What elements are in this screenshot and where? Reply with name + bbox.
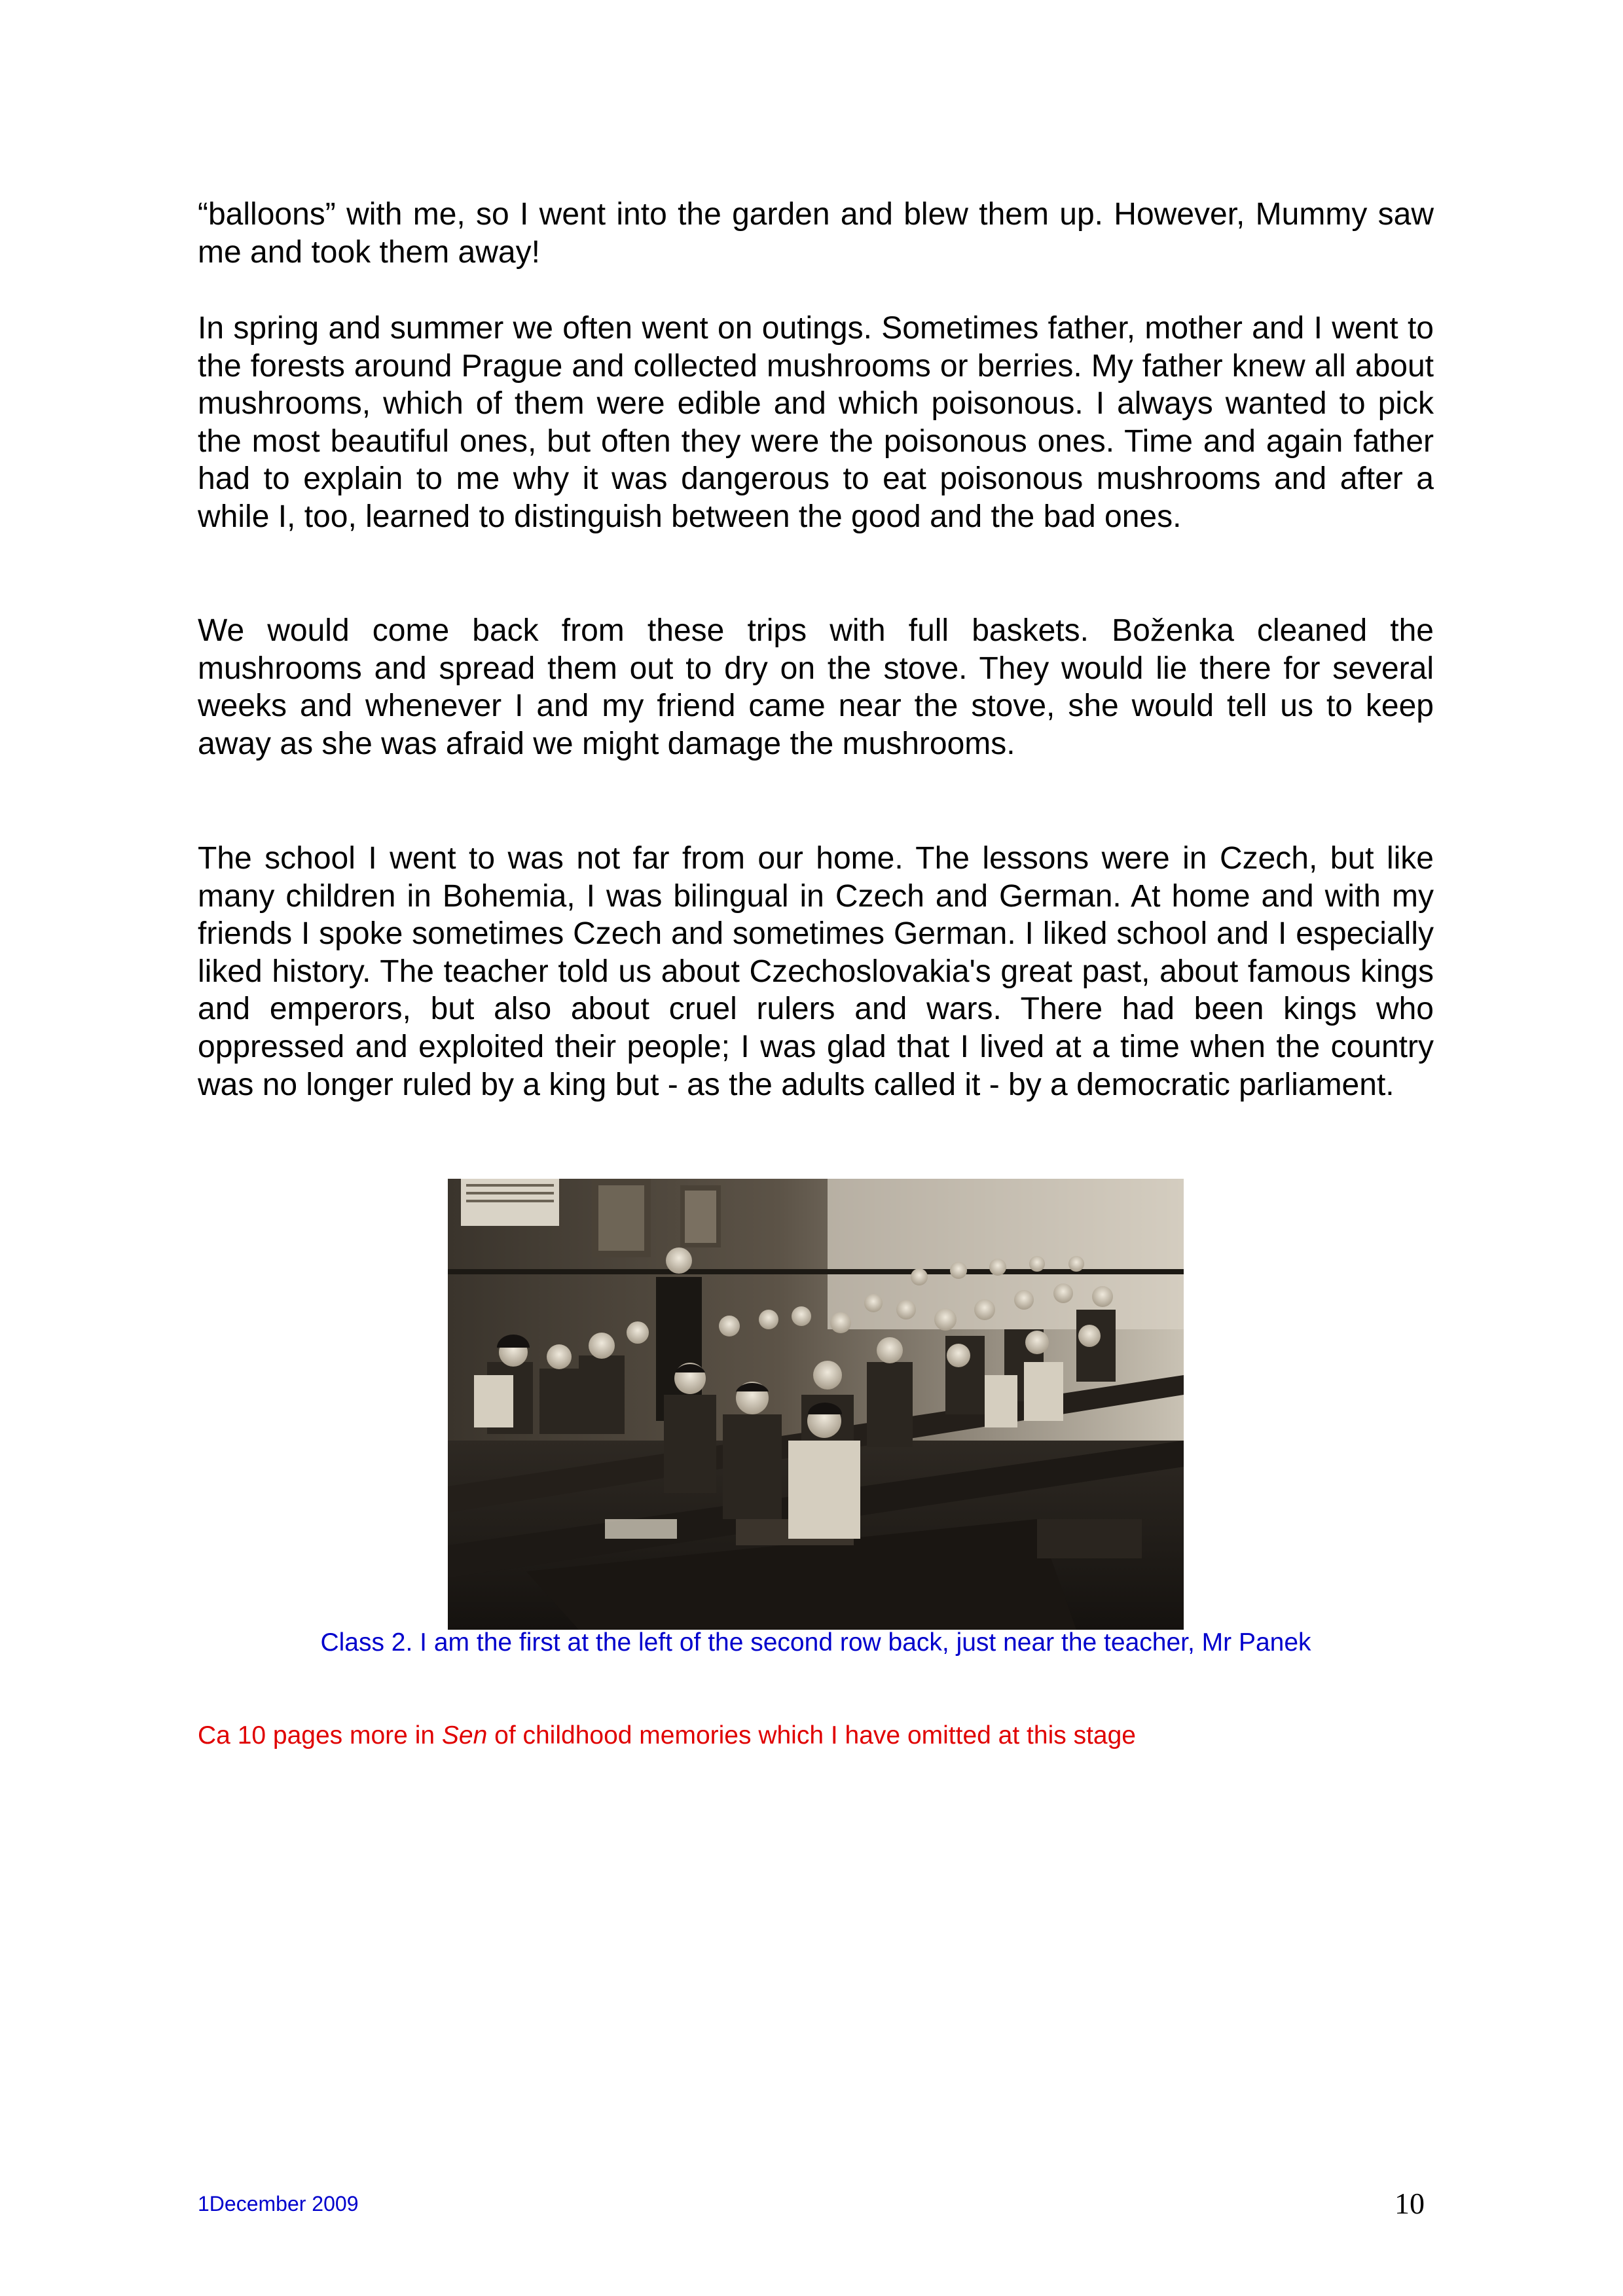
footer-date: 1December 2009 bbox=[198, 2192, 359, 2215]
note-text-before: Ca 10 pages more in bbox=[198, 1721, 442, 1749]
photo-caption: Class 2. I am the first at the left of the second row back, just near the teacher, Mr Panek bbox=[320, 1628, 1311, 1657]
paragraph-school: The school I went to was not far from our home. The lessons were in Czech, but like many children in Bohemia, I was bilingual in Czech and German. At home and with my friends I spoke sometimes Czech and sometimes German. I liked school and I especially liked history. The teacher told us about Czechoslovakia's great past, about famous kings and emperors, but also about cruel rulers and wars. There had been kings who oppressed and exploited their people; I was glad that I lived at a time when the country was no longer ruled by a king but - as the adults called it - by a democratic parliament. bbox=[198, 841, 1434, 1102]
page-number: 10 bbox=[1395, 2187, 1425, 2220]
class-photo bbox=[448, 1179, 1184, 1630]
paragraph-outings: In spring and summer we often went on outings. Sometimes father, mother and I went to the forests around Prague and collected mushrooms or berries. My father knew all about mushrooms, which of them were edible and which poisonous. I always wanted to pick the most beautiful ones, but often they were the poisonous ones. Time and again father had to explain to me why it was dangerous to eat poisonous mushrooms and after a while I, too, learned to distinguish between the good and the bad ones. bbox=[198, 311, 1434, 534]
paragraph-balloons: “balloons” with me, so I went into the garden and blew them up. However, Mummy saw me and took them away! bbox=[198, 197, 1434, 270]
note-title-sen: Sen bbox=[441, 1721, 488, 1749]
note-text-after: of childhood memories which I have omitted at this stage bbox=[487, 1721, 1136, 1749]
paragraph-baskets: We would come back from these trips with full baskets. Boženka cleaned the mushrooms and spread them out to dry on the stove. They would lie there for several weeks and whenever I and my friend came near the stove, she would tell us to keep away as she was afraid we might damage the mushrooms. bbox=[198, 613, 1434, 761]
editor-note bbox=[198, 1720, 1136, 1751]
